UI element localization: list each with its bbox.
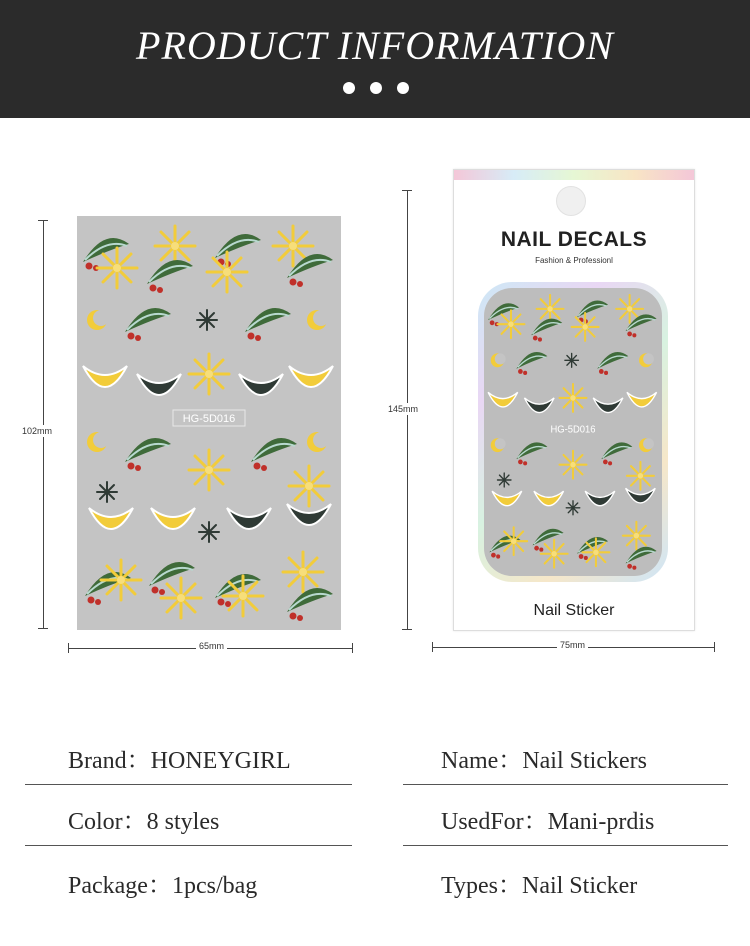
- info-color-label: Color：: [68, 809, 147, 835]
- info-brand: [68, 740, 291, 775]
- card-subtitle: Fashion & Professionl: [535, 256, 613, 265]
- dimension-tick: [402, 629, 412, 630]
- nail-sticker-sheet: [77, 216, 341, 630]
- card-footer-label: Nail Sticker: [533, 602, 615, 619]
- sheet-code-label: HG-5D016: [182, 413, 236, 425]
- package-card: [453, 169, 695, 631]
- info-used-for: [441, 801, 654, 836]
- card-window: [478, 282, 668, 582]
- sheet-width-label: 65mm: [196, 641, 227, 651]
- sheet-height-dimension-line: [43, 220, 44, 628]
- dot-icon: [343, 82, 355, 94]
- dimension-tick: [38, 220, 48, 221]
- info-divider: [25, 845, 352, 846]
- info-name-value: Nail Stickers: [522, 748, 647, 774]
- dimension-tick: [68, 643, 69, 653]
- info-color-value: 8 styles: [146, 809, 220, 835]
- info-types-value: Nail Sticker: [521, 873, 638, 899]
- dimension-tick: [352, 643, 353, 653]
- dimension-tick: [432, 642, 433, 652]
- card-height-label: 145mm: [388, 404, 419, 414]
- card-code-label: HG-5D016: [550, 424, 596, 436]
- info-types-label: Types：: [441, 873, 522, 899]
- info-types: [441, 865, 637, 900]
- info-used-for-value: Mani-prdis: [547, 809, 655, 835]
- info-divider: [403, 784, 728, 785]
- holographic-strip: [454, 170, 694, 180]
- info-used-for-label: UsedFor：: [441, 809, 548, 835]
- hang-hole: [556, 186, 586, 216]
- info-name-label: Name：: [441, 748, 523, 774]
- header-banner: [0, 0, 750, 118]
- card-width-label: 75mm: [557, 640, 588, 650]
- dot-icon: [397, 82, 409, 94]
- card-window-preview: [484, 288, 662, 576]
- dimension-tick: [402, 190, 412, 191]
- info-package: [68, 865, 257, 900]
- page-title: PRODUCT INFORMATION: [136, 23, 614, 68]
- info-package-value: 1pcs/bag: [171, 873, 258, 899]
- info-package-label: Package：: [68, 873, 172, 899]
- dimension-tick: [714, 642, 715, 652]
- info-color: [68, 801, 219, 836]
- card-sticker-artwork: [484, 288, 662, 576]
- header-dots: [343, 82, 413, 96]
- sticker-artwork: [77, 216, 341, 630]
- info-brand-value: HONEYGIRL: [150, 748, 291, 774]
- info-divider: [25, 784, 352, 785]
- info-name: [441, 740, 647, 775]
- dimension-tick: [38, 628, 48, 629]
- sheet-height-label: 102mm: [22, 426, 53, 436]
- info-brand-label: Brand：: [68, 748, 151, 774]
- info-divider: [403, 845, 728, 846]
- dot-icon: [370, 82, 382, 94]
- card-title: NAIL DECALS: [500, 228, 648, 251]
